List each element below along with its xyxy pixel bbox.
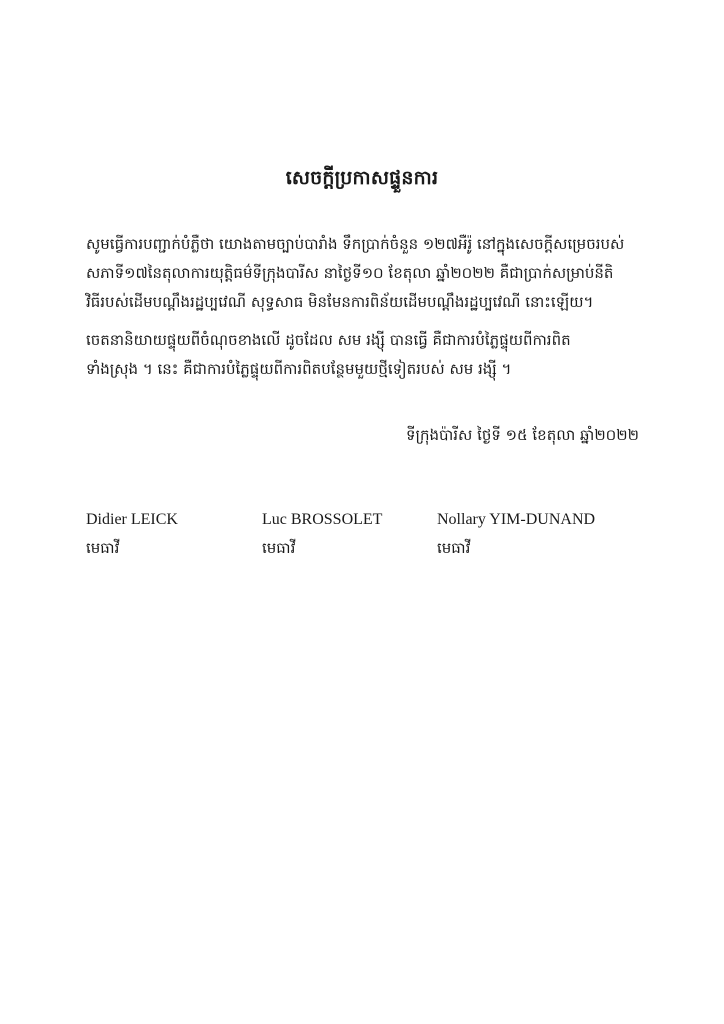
- document-title: សេចក្តីប្រកាសផ្ទួនការ: [285, 167, 439, 189]
- signatory-block: [86, 511, 178, 561]
- paragraph-line: ចេតនានិយាយផ្ទុយពីចំណុចខាងលើ ដូចដែល សម រង្ស៊ី បានធ្វើ គឺជាការបំភ្លៃផ្ទុយពីការពិត: [86, 331, 571, 349]
- paragraph-line: ទាំងស្រុង ។ នេះ គឺជាការបំភ្លៃផ្ទុយពីការពិតបន្ថែមមួយថ្មីទៀតរបស់ សម រង្ស៊ី ។: [86, 360, 512, 378]
- signatory-block: [262, 511, 382, 561]
- signatory-name: Luc BROSSOLET: [262, 511, 383, 528]
- signatory-block: [437, 511, 595, 561]
- signatory-name: Nollary YIM-DUNAND: [437, 511, 596, 528]
- signatory-title: មេធាវី: [262, 539, 296, 557]
- signatory-name: Didier LEICK: [86, 511, 178, 528]
- signatory-title: មេធាវី: [437, 539, 471, 557]
- paragraph-clarification: [86, 230, 656, 317]
- paragraph-line: សូមធ្វើការបញ្ជាក់បំភ្លឺថា យោងតាមច្បាប់បារាំង ទឹកប្រាក់ចំនួន ១២៧អឺរ៉ូ នៅក្នុងសេចក្តីសម្រេចរបស់: [86, 235, 625, 253]
- signatory-title: មេធាវី: [86, 539, 120, 557]
- date-line: ទីក្រុងប៉ារីស ថ្ងៃទី ១៥ ខែតុលា ឆ្នាំ២០២២: [405, 426, 639, 444]
- paragraph-line: សភាទី១៧នៃតុលាការយុត្តិធម៌ទីក្រុងបារីស នាថ្ងៃទី១០ ខែតុលា ឆ្នាំ២០២២ គឺជាប្រាក់សម្រាប់នីតិ: [86, 264, 614, 282]
- paragraph-rebuttal: [86, 326, 656, 384]
- paragraph-line: វិធីរបស់ដើមបណ្តឹងរដ្ឋប្បវេណី សុទ្ធសាធ មិនមែនការពិន័យដើមបណ្តឹងរដ្ឋប្បវេណី នោះឡើយ។: [86, 293, 594, 311]
